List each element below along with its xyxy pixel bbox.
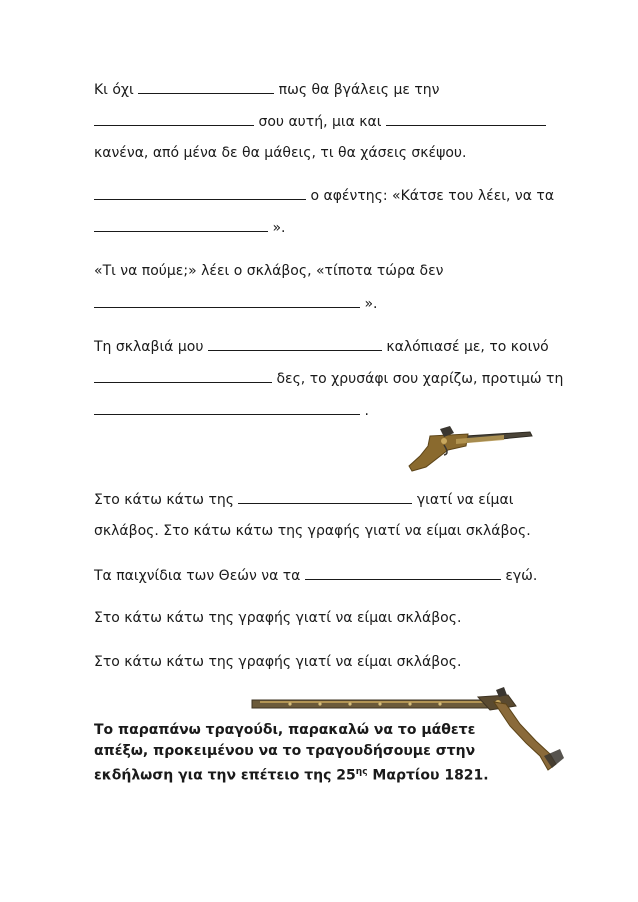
note-superscript: ης xyxy=(355,767,368,777)
lyrics-line-1 xyxy=(94,80,440,99)
instruction-note xyxy=(94,720,489,787)
lyrics-text: ». xyxy=(364,296,378,312)
lyrics-line-3 xyxy=(94,144,466,162)
lyrics-text: ο αφέντης: «Κάτσε του λέει, να τα xyxy=(310,188,555,204)
note-text: εκδήλωση για την επέτειο της 25 xyxy=(94,767,356,784)
flintlock-pistol-image xyxy=(404,418,536,474)
lyrics-line-7 xyxy=(94,294,377,313)
lyrics-text: εγώ. xyxy=(505,568,538,584)
lyrics-line-15 xyxy=(94,653,461,671)
lyrics-line-9 xyxy=(94,369,563,388)
note-line: Το παραπάνω τραγούδι, παρακαλώ να το μάθετε xyxy=(94,722,476,738)
lyrics-text: σκλάβος. Στο κάτω κάτω της γραφής γιατί να είμαι σκλάβος. xyxy=(94,523,531,539)
lyrics-text: Κι όχι xyxy=(94,82,134,98)
note-line: απέξω, προκειμένου να το τραγουδήσουμε στην xyxy=(94,743,476,759)
lyrics-line-12 xyxy=(94,522,531,540)
lyrics-text: Στο κάτω κάτω της xyxy=(94,492,234,508)
fill-in-blank[interactable] xyxy=(305,566,501,580)
lyrics-text: Τη σκλαβιά μου xyxy=(94,339,204,355)
fill-in-blank[interactable] xyxy=(208,337,382,351)
lyrics-line-6 xyxy=(94,262,444,280)
fill-in-blank[interactable] xyxy=(138,80,274,94)
lyrics-text: Τα παιχνίδια των Θεών να τα xyxy=(94,568,301,584)
lyrics-text: δες, το χρυσάφι σου χαρίζω, προτιμώ τη xyxy=(276,371,564,387)
lyrics-line-5 xyxy=(94,218,285,237)
lyrics-text: γιατί να είμαι xyxy=(416,492,514,508)
lyrics-text: σου αυτή, μια και xyxy=(258,114,382,130)
lyrics-line-4 xyxy=(94,186,554,205)
lyrics-line-8 xyxy=(94,337,549,356)
lyrics-line-11 xyxy=(94,490,513,509)
fill-in-blank[interactable] xyxy=(94,218,268,232)
lyrics-line-10 xyxy=(94,401,369,420)
lyrics-text: . xyxy=(364,403,369,419)
lyrics-text: καλόπιασέ με, το κοινό xyxy=(386,339,549,355)
lyrics-line-14 xyxy=(94,609,461,627)
note-line xyxy=(94,762,489,787)
fill-in-blank[interactable] xyxy=(94,294,360,308)
fill-in-blank[interactable] xyxy=(94,401,360,415)
lyrics-text: πως θα βγάλεις με την xyxy=(278,82,440,98)
lyrics-text: «Τι να πούμε;» λέει ο σκλάβος, «τίποτα τώρα δεν xyxy=(94,263,444,279)
fill-in-blank[interactable] xyxy=(238,490,412,504)
lyrics-text: ». xyxy=(272,220,286,236)
fill-in-blank[interactable] xyxy=(94,112,254,126)
fill-in-blank[interactable] xyxy=(94,186,306,200)
fill-in-blank[interactable] xyxy=(386,112,546,126)
lyrics-line-2 xyxy=(94,112,546,131)
lyrics-text: Στο κάτω κάτω της γραφής γιατί να είμαι σκλάβος. xyxy=(94,610,462,626)
lyrics-line-13 xyxy=(94,566,537,585)
fill-in-blank[interactable] xyxy=(94,369,272,383)
lyrics-text: Στο κάτω κάτω της γραφής γιατί να είμαι σκλάβος. xyxy=(94,654,462,670)
note-text: Μαρτίου 1821. xyxy=(367,767,489,784)
lyrics-text: κανένα, από μένα δε θα μάθεις, τι θα χάσεις σκέψου. xyxy=(94,145,467,161)
